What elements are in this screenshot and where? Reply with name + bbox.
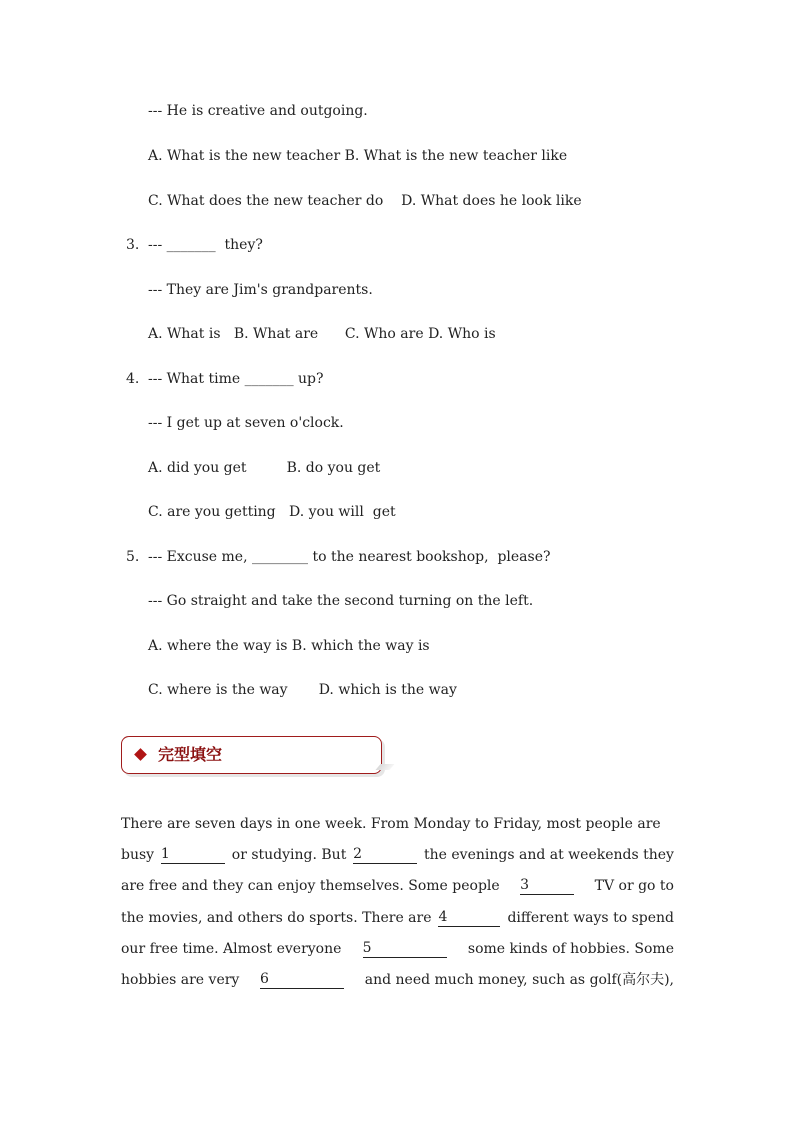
question-2-options-cd: C. What does the new teacher do D. What does he look like	[148, 193, 582, 209]
passage-text: There are seven days in one week. From Monday to Friday, most people are	[121, 816, 661, 832]
question-2-answer-line: --- He is creative and outgoing.	[148, 103, 368, 119]
passage-line-2	[121, 846, 674, 864]
question-3-options: A. What is B. What are C. Who are D. Who is	[148, 326, 496, 342]
question-5-prompt: --- Excuse me, ________ to the nearest bookshop, please?	[148, 549, 551, 565]
diamond-icon	[134, 748, 147, 761]
passage-text: the movies, and others do sports. There are	[121, 910, 432, 926]
question-3-prompt: --- _______ they?	[148, 237, 263, 253]
passage-line-5	[121, 940, 674, 958]
question-5-options-ab: A. where the way is B. which the way is	[148, 638, 430, 654]
passage-text: busy	[121, 847, 155, 863]
question-2-options-ab: A. What is the new teacher B. What is the new teacher like	[148, 148, 568, 164]
question-4-options-ab: A. did you get B. do you get	[148, 460, 381, 476]
passage-text: TV or go to	[594, 878, 674, 894]
question-3-number: 3.	[126, 237, 140, 253]
passage-text: different ways to spend	[507, 910, 674, 926]
passage-text: are free and they can enjoy themselves. Some people	[121, 878, 500, 894]
section-title: 完型填空	[158, 745, 223, 764]
blank-1[interactable]: 1	[161, 846, 225, 864]
passage-text: and need much money, such as golf(高尔夫),	[364, 972, 674, 988]
blank-2[interactable]: 2	[353, 846, 417, 864]
blank-6[interactable]: 6	[260, 971, 344, 989]
question-5-options-cd: C. where is the way D. which is the way	[148, 682, 457, 698]
question-5-answer-line: --- Go straight and take the second turning on the left.	[148, 593, 534, 609]
passage-line-6	[121, 971, 674, 989]
question-4-prompt: --- What time _______ up?	[148, 371, 324, 387]
passage-text: our free time. Almost everyone	[121, 941, 342, 957]
question-5-number: 5.	[126, 549, 140, 565]
question-4-options-cd: C. are you getting D. you will get	[148, 504, 396, 520]
passage-text: hobbies are very	[121, 972, 240, 988]
passage-line-4	[121, 909, 674, 927]
passage-line-3	[121, 877, 674, 895]
question-4-number: 4.	[126, 371, 140, 387]
section-header	[121, 736, 382, 774]
passage-text: some kinds of hobbies. Some	[467, 941, 674, 957]
passage-text: or studying. But	[231, 847, 347, 863]
passage-line-1	[121, 815, 674, 833]
question-3-answer-line: --- They are Jim's grandparents.	[148, 282, 373, 298]
question-4-answer-line: --- I get up at seven o'clock.	[148, 415, 344, 431]
section-header-shadow	[375, 764, 394, 770]
blank-3[interactable]: 3	[520, 877, 574, 895]
blank-4[interactable]: 4	[438, 909, 500, 927]
passage-text: the evenings and at weekends they	[424, 847, 674, 863]
blank-5[interactable]: 5	[363, 940, 447, 958]
